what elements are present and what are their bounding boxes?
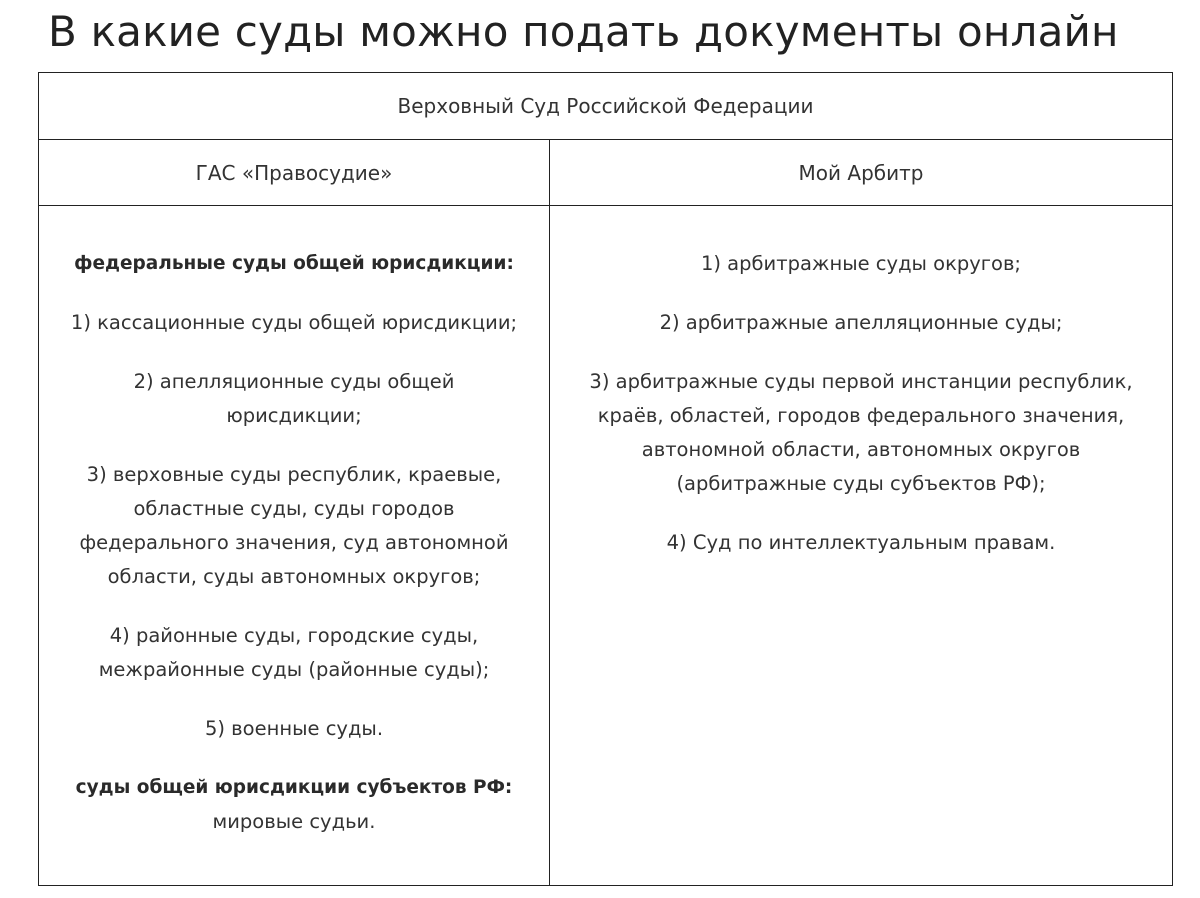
moy-arbitr-label: Мой Арбитр (798, 160, 924, 185)
courts-body-row (39, 206, 1172, 885)
moy-arbitr-courts (550, 206, 1172, 885)
list-item: 5) военные суды. (204, 717, 384, 740)
magistrates-text: мировые судьи. (212, 810, 376, 833)
list-item: 1) арбитражные суды округов; (700, 252, 1022, 275)
list-item: 3) верховные суды республик, краевые, областные суды, суды городов федерального значения, суд автономной области, суды автономных округов; (79, 463, 509, 588)
supreme-court-label: Верховный Суд Российской Федерации (397, 94, 814, 118)
list-item: 4) районные суды, городские суды, межрайонные суды (районные суды); (98, 624, 490, 681)
gas-pravosudie-courts (39, 206, 550, 885)
gas-pravosudie-label: ГАС «Правосудие» (195, 160, 393, 185)
list-item: 1) кассационные суды общей юрисдикции; (70, 311, 518, 334)
page-title: В какие суды можно подать документы онлайн (48, 7, 1119, 56)
list-item: 2) апелляционные суды общей юрисдикции; (133, 370, 455, 427)
column-header-moy-arbitr (550, 140, 1172, 205)
system-header-row (39, 140, 1172, 206)
supreme-court-header (39, 73, 1172, 140)
list-item: 3) арбитражные суды первой инстанции республик, краёв, областей, городов федерального значения, автономной области, автономных округов (арбитражные суды субъектов РФ); (589, 370, 1133, 495)
regional-courts-group (65, 771, 523, 839)
list-item: 4) Суд по интеллектуальным правам. (666, 531, 1056, 554)
courts-table (38, 72, 1173, 886)
list-item: 2) арбитражные апелляционные суды; (659, 311, 1063, 334)
general-jurisdiction-heading: федеральные суды общей юрисдикции: (74, 253, 514, 274)
column-header-gas-pravosudie (39, 140, 550, 205)
regional-courts-heading: суды общей юрисдикции субъектов РФ: (75, 777, 513, 798)
